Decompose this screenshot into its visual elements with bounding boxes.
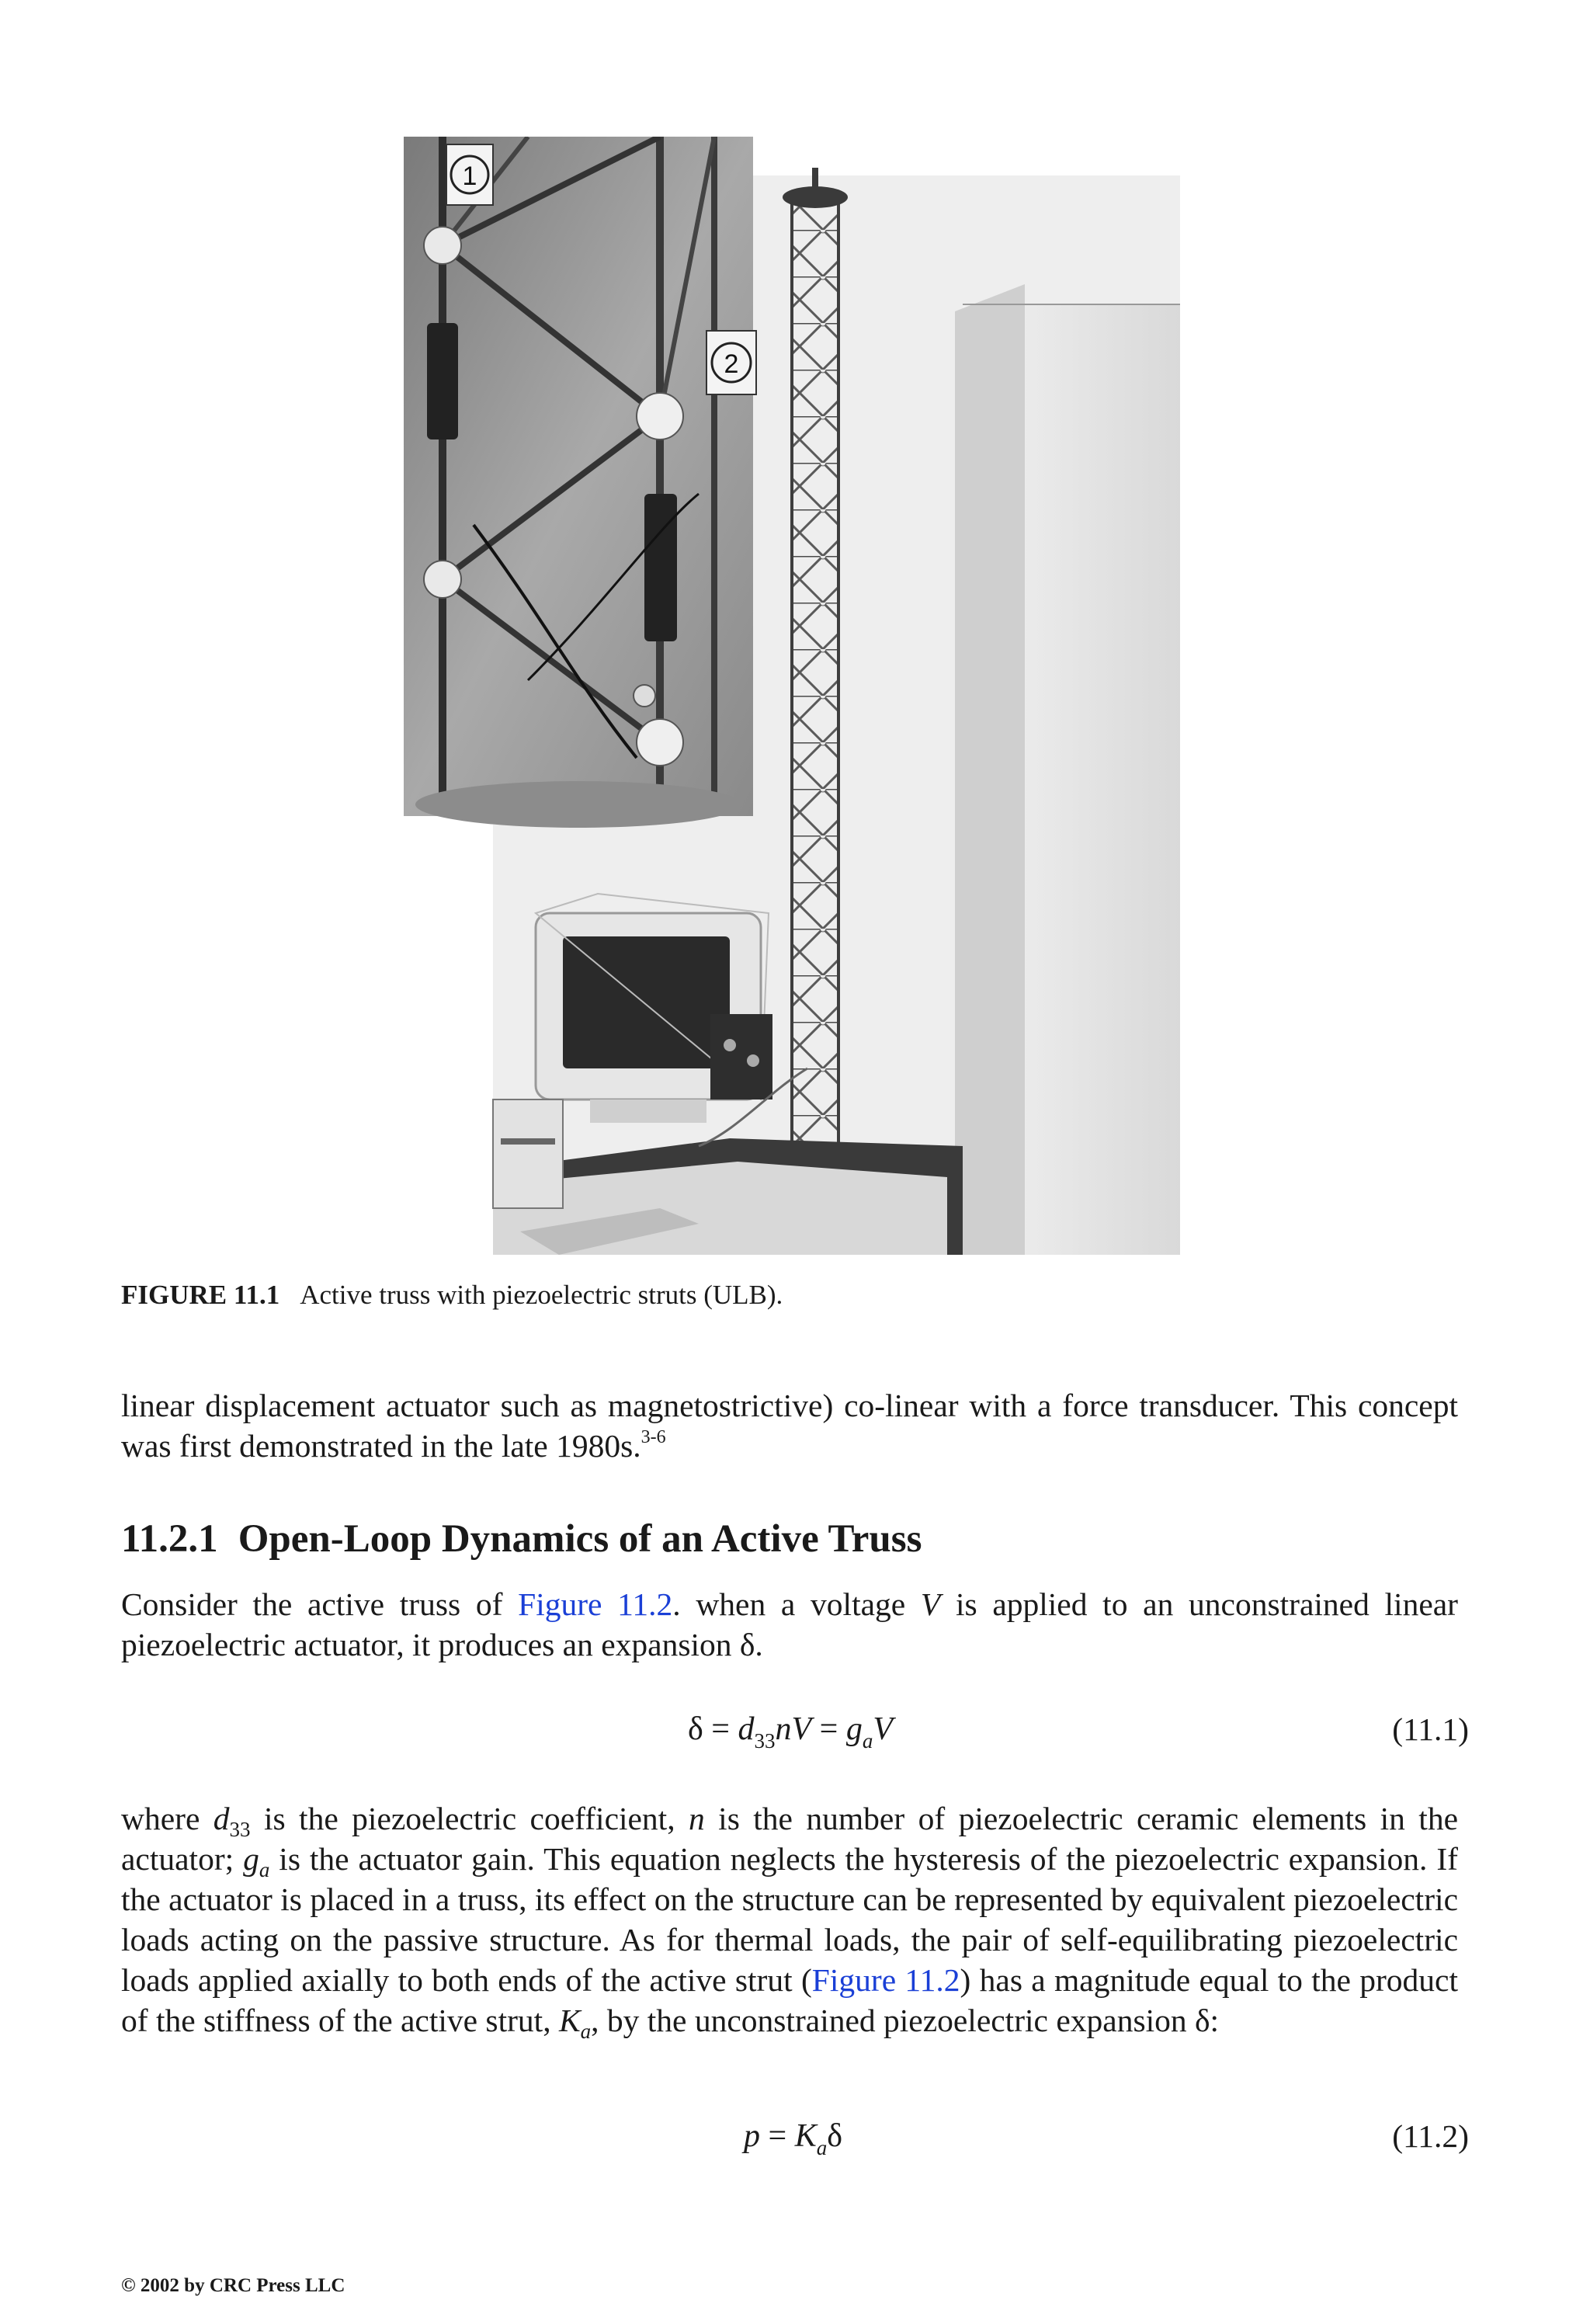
svg-text:1: 1 (462, 162, 477, 191)
figure-link[interactable]: Figure 11.2 (811, 1962, 960, 1998)
text-run: is applied to an unconstrained linear piezoelectric actuator, it produces an expansion δ. (121, 1586, 1458, 1662)
math-var: V (920, 1586, 941, 1622)
text-run: where (121, 1801, 214, 1836)
equation-number-11-2: (11.2) (1392, 2118, 1469, 2154)
math-run: = (811, 1711, 846, 1747)
text-run: , by the unconstrained piezoelectric expansion δ: (591, 2003, 1220, 2038)
text-run: . when a voltage (672, 1586, 921, 1622)
math-var: K (794, 2118, 817, 2154)
section-heading (121, 1516, 922, 1562)
math-var: d (738, 1711, 755, 1747)
figure-label: FIGURE 11.1 (121, 1280, 280, 1310)
figure-link[interactable]: Figure 11.2 (518, 1586, 673, 1622)
text-run: is the number of piezoelectric ceramic elements in the actuator; (121, 1801, 1458, 1877)
equation-11-2 (744, 2117, 842, 2159)
copyright-footer: © 2002 by CRC Press LLC (121, 2275, 345, 2296)
math-var: d (213, 1801, 230, 1836)
section-title: Open-Loop Dynamics of an Active Truss (238, 1517, 922, 1561)
math-sub: 33 (754, 1729, 776, 1753)
intro-text: linear displacement actuator such as magnetostrictive) co-linear with a force transducer. This concept was first demonstrated in the late 1980s. (121, 1388, 1458, 1464)
math-var: g (845, 1711, 863, 1747)
inset-marker-1 (446, 144, 493, 205)
math-run: = (760, 2118, 795, 2154)
figure-photo (404, 137, 1180, 1255)
text-run: is the piezoelectric coefficient, (250, 1801, 689, 1836)
svg-text:2: 2 (724, 349, 739, 379)
math-run: δ (827, 2118, 842, 2154)
figure-caption-text: Active truss with piezoelectric struts (ULB). (300, 1280, 783, 1310)
math-sub: a (580, 2020, 592, 2043)
math-var: nV (775, 1711, 812, 1747)
paragraph-2 (121, 1798, 1458, 2041)
equation-number-11-1: (11.1) (1392, 1711, 1469, 1747)
section-number: 11.2.1 (121, 1517, 218, 1561)
math-sub: a (862, 1729, 873, 1753)
math-var: p (744, 2118, 760, 2154)
math-sub: a (816, 2136, 828, 2159)
math-run: δ = (688, 1711, 738, 1747)
math-var: g (243, 1841, 259, 1877)
equation-11-1 (688, 1710, 893, 1753)
inset-marker-2 (706, 331, 756, 394)
math-sub: a (259, 1858, 270, 1881)
figure-caption (121, 1280, 783, 1311)
citation: 3-6 (641, 1427, 666, 1447)
math-var: V (873, 1711, 893, 1747)
math-sub: 33 (229, 1818, 251, 1841)
math-var: n (689, 1801, 705, 1836)
intro-paragraph (121, 1385, 1458, 1466)
text-run: is the actuator gain. This equation neglects the hysteresis of the piezoelectric expansion. If the actuator is placed in a truss, its effect on the structure can be represented by equivalent piezoelectric loads acting on the passive structure. As for thermal loads, the pair of self-equilibrating piezoelectric loads applied axially to both ends of the active strut ( (121, 1841, 1459, 1998)
inset-photo (404, 137, 756, 828)
math-var: K (558, 2003, 581, 2038)
paragraph-1 (121, 1584, 1458, 1665)
text-run: Consider the active truss of (121, 1586, 519, 1622)
text-run: ) has a magnitude equal to the product of the stiffness of the active strut, (121, 1962, 1459, 2038)
